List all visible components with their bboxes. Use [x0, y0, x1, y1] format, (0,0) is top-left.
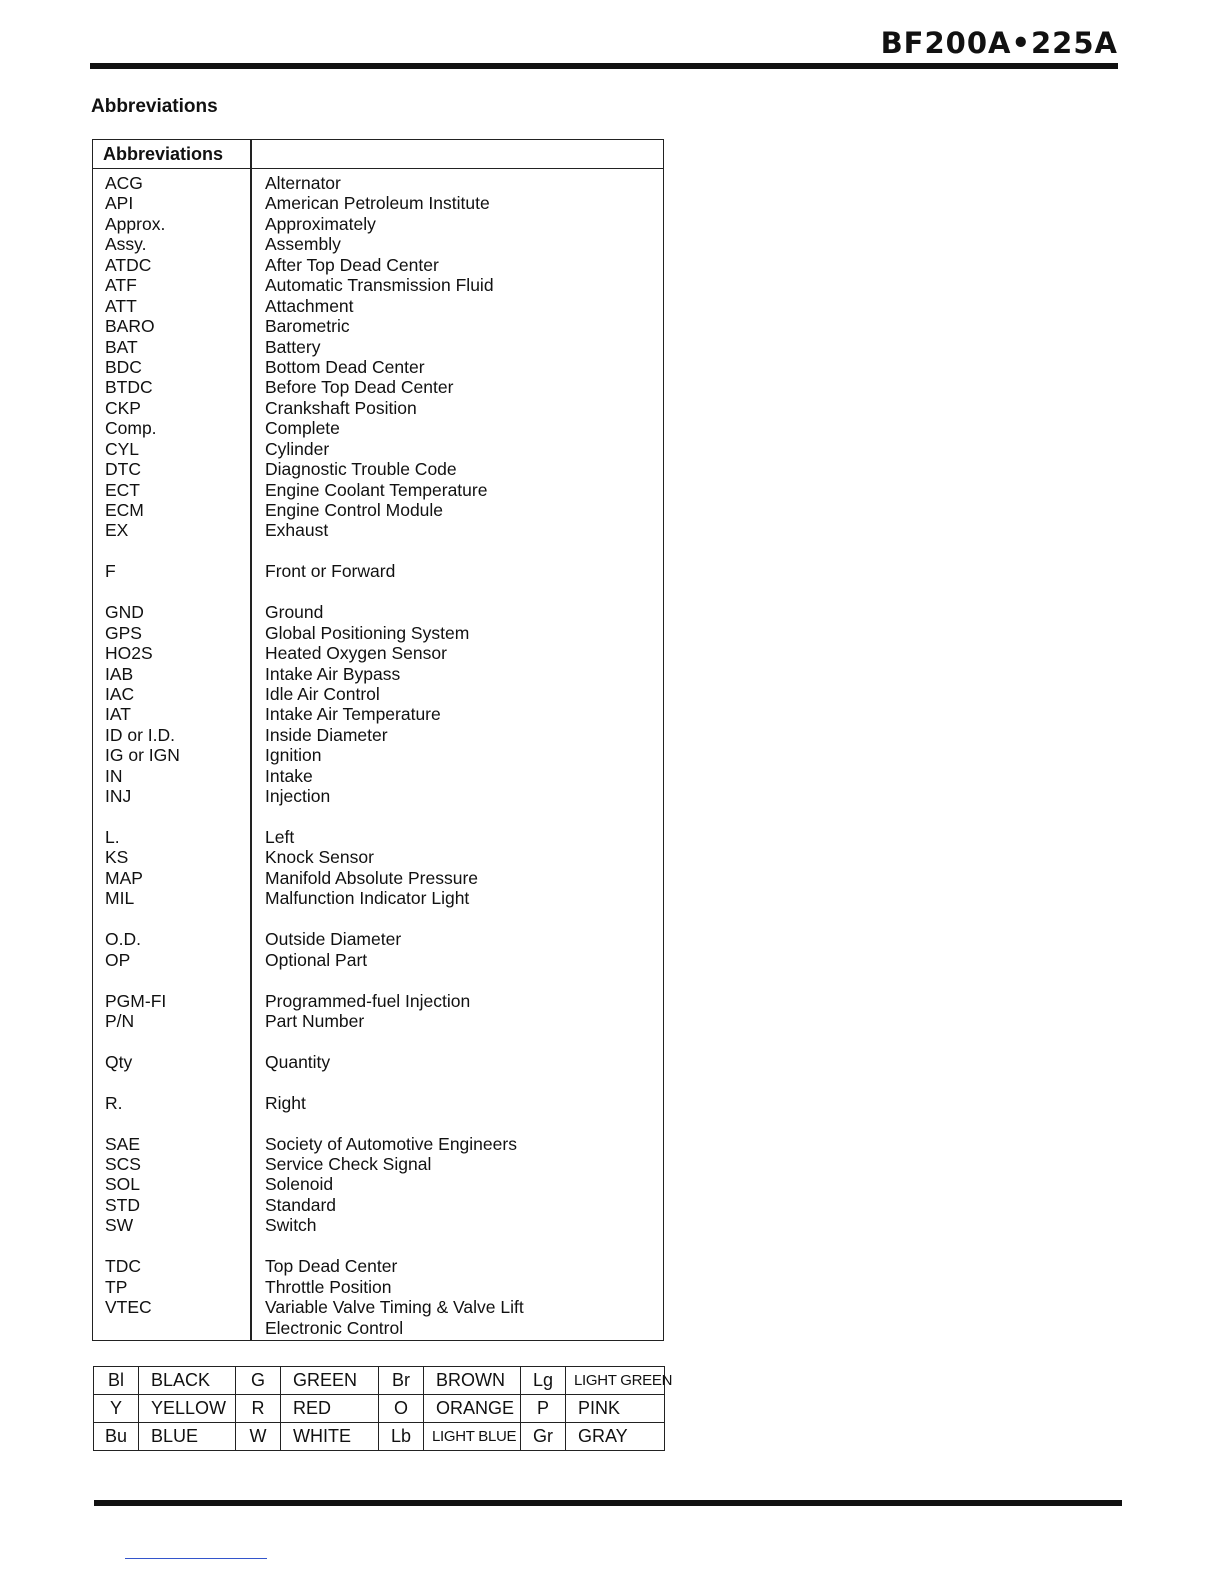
abbreviation-code: IN	[105, 765, 123, 786]
abbreviation-row	[93, 1297, 663, 1317]
abbreviation-meaning: Right	[265, 1092, 306, 1113]
color-table-row	[94, 1395, 665, 1423]
abbreviation-code: BARO	[105, 316, 155, 337]
abbreviation-code: L.	[105, 827, 120, 847]
abbreviation-row	[93, 970, 663, 990]
abbreviation-row	[93, 1134, 663, 1154]
color-name: BLACK	[139, 1367, 236, 1395]
abbreviation-code: GND	[105, 602, 144, 623]
abbreviation-code: CKP	[105, 397, 141, 418]
abbreviation-row	[93, 725, 663, 745]
abbreviation-meaning: Intake Air Temperature	[265, 704, 441, 725]
abbreviations-list	[93, 173, 663, 1338]
abbreviation-row	[93, 807, 663, 827]
abbreviation-row	[93, 357, 663, 377]
abbreviation-row	[93, 193, 663, 213]
abbreviation-code: R.	[105, 1092, 123, 1113]
abbreviation-meaning: Electronic Control	[265, 1317, 404, 1338]
color-table-row	[94, 1367, 665, 1395]
abbreviation-meaning: Front or Forward	[265, 561, 396, 582]
abbreviations-table-header	[93, 140, 663, 169]
abbreviation-meaning: Assembly	[265, 234, 341, 255]
abbreviation-meaning: Manifold Absolute Pressure	[265, 867, 479, 888]
abbreviation-meaning: Barometric	[265, 316, 350, 337]
abbreviation-row	[93, 1236, 663, 1256]
abbreviation-code: P/N	[105, 1010, 135, 1031]
abbreviation-row	[93, 234, 663, 254]
color-name: LIGHT GREEN	[566, 1367, 665, 1395]
color-name: PINK	[566, 1395, 665, 1423]
abbreviation-code: BDC	[105, 356, 142, 377]
color-code: Gr	[521, 1423, 566, 1451]
abbreviation-meaning: Society of Automotive Engineers	[265, 1133, 517, 1154]
abbreviation-row	[93, 745, 663, 765]
abbreviation-row	[93, 1011, 663, 1031]
abbreviation-code: IAT	[105, 704, 131, 725]
abbreviation-meaning: Throttle Position	[265, 1276, 392, 1297]
abbreviation-meaning: Battery	[265, 336, 321, 357]
color-code: G	[236, 1367, 281, 1395]
abbreviation-code: O.D.	[105, 929, 141, 950]
abbreviation-row	[93, 255, 663, 275]
abbreviation-row	[93, 541, 663, 561]
abbreviation-row	[93, 1154, 663, 1174]
abbreviation-row	[93, 173, 663, 193]
color-name: RED	[281, 1395, 379, 1423]
color-code: Lg	[521, 1367, 566, 1395]
abbreviation-code: TP	[105, 1276, 128, 1297]
abbreviation-row	[93, 766, 663, 786]
wire-color-table	[93, 1366, 673, 1451]
abbreviation-row	[93, 1215, 663, 1235]
abbreviation-row	[93, 786, 663, 806]
abbreviation-meaning: Heated Oxygen Sensor	[265, 643, 447, 664]
abbreviation-meaning: Part Number	[265, 1010, 365, 1031]
color-name: WHITE	[281, 1423, 379, 1451]
abbreviation-meaning: Bottom Dead Center	[265, 356, 425, 377]
abbreviation-meaning: Outside Diameter	[265, 929, 402, 950]
color-name: BLUE	[139, 1423, 236, 1451]
abbreviation-meaning: Variable Valve Timing & Valve Lift	[265, 1297, 524, 1318]
bottom-rule	[94, 1500, 1122, 1506]
abbreviation-meaning: Malfunction Indicator Light	[265, 888, 470, 909]
abbreviation-meaning: Diagnostic Trouble Code	[265, 459, 457, 480]
abbreviation-row	[93, 480, 663, 500]
abbreviation-code: ATT	[105, 295, 137, 316]
abbreviation-code: Comp.	[105, 418, 157, 439]
abbreviation-code: Approx.	[105, 213, 166, 234]
abbreviation-meaning: Global Positioning System	[265, 622, 470, 643]
abbreviation-meaning: Switch	[265, 1215, 317, 1236]
abbreviation-row	[93, 888, 663, 908]
color-code: Y	[94, 1395, 139, 1423]
color-code: R	[236, 1395, 281, 1423]
abbreviation-meaning: Intake Air Bypass	[265, 663, 401, 684]
abbreviation-row	[93, 398, 663, 418]
abbreviation-meaning: Approximately	[265, 213, 376, 234]
abbreviation-meaning: Attachment	[265, 295, 354, 316]
abbreviation-row	[93, 1052, 663, 1072]
abbreviation-meaning: Exhaust	[265, 520, 329, 541]
abbreviation-row	[93, 664, 663, 684]
abbreviation-row	[93, 704, 663, 724]
abbreviation-code: ECM	[105, 500, 144, 520]
abbreviation-meaning: Ground	[265, 602, 324, 623]
abbreviation-meaning: Inside Diameter	[265, 724, 388, 745]
abbreviation-meaning: Left	[265, 827, 295, 847]
abbreviation-row	[93, 1174, 663, 1194]
abbreviation-row	[93, 500, 663, 520]
abbreviation-row	[93, 847, 663, 867]
abbreviation-meaning: Solenoid	[265, 1174, 334, 1195]
abbreviation-code: CYL	[105, 438, 140, 459]
abbreviation-code: SW	[105, 1215, 134, 1236]
abbreviation-meaning: Optional Part	[265, 949, 368, 970]
abbreviation-row	[93, 1113, 663, 1133]
color-code: Bl	[94, 1367, 139, 1395]
abbreviation-meaning: Engine Control Module	[265, 500, 444, 520]
color-code: O	[379, 1395, 424, 1423]
abbreviation-meaning: Alternator	[265, 173, 341, 193]
color-table-row	[94, 1423, 665, 1451]
abbreviation-code: SOL	[105, 1174, 141, 1195]
abbreviation-code: PGM-FI	[105, 990, 167, 1011]
color-code: Bu	[94, 1423, 139, 1451]
abbreviation-row	[93, 316, 663, 336]
abbreviation-row	[93, 1256, 663, 1276]
abbreviation-row	[93, 684, 663, 704]
abbreviation-row	[93, 520, 663, 540]
abbreviation-code: MIL	[105, 888, 135, 909]
abbreviation-code: BTDC	[105, 377, 153, 398]
color-name: BROWN	[424, 1367, 521, 1395]
color-name: LIGHT BLUE	[424, 1423, 521, 1451]
abbreviations-header-label: Abbreviations	[103, 144, 224, 164]
model-title: BF200A•225A	[880, 26, 1118, 60]
abbreviation-code: INJ	[105, 786, 132, 807]
abbreviation-row	[93, 929, 663, 949]
abbreviation-row	[93, 1031, 663, 1051]
abbreviation-meaning: Crankshaft Position	[265, 397, 417, 418]
abbreviation-row	[93, 439, 663, 459]
abbreviation-meaning: Engine Coolant Temperature	[265, 479, 488, 500]
abbreviation-code: IAB	[105, 663, 134, 684]
abbreviation-row	[93, 275, 663, 295]
abbreviation-row	[93, 1195, 663, 1215]
abbreviation-row	[93, 827, 663, 847]
abbreviation-code: GPS	[105, 622, 142, 643]
abbreviation-row	[93, 561, 663, 581]
abbreviation-row	[93, 1072, 663, 1092]
abbreviation-meaning: Automatic Transmission Fluid	[265, 275, 494, 296]
abbreviation-meaning: Idle Air Control	[265, 683, 380, 704]
abbreviation-code: STD	[105, 1194, 140, 1215]
abbreviation-row	[93, 377, 663, 397]
abbreviation-meaning: Before Top Dead Center	[265, 377, 454, 398]
color-name: GRAY	[566, 1423, 665, 1451]
abbreviation-code: HO2S	[105, 643, 153, 664]
abbreviation-code: SAE	[105, 1133, 141, 1154]
abbreviation-row	[93, 991, 663, 1011]
abbreviation-code: Assy.	[105, 234, 147, 255]
abbreviation-row	[93, 950, 663, 970]
abbreviation-code: ATDC	[105, 254, 152, 275]
color-name: GREEN	[281, 1367, 379, 1395]
abbreviation-code: ACG	[105, 173, 143, 193]
footer-underline	[125, 1558, 267, 1559]
abbreviation-meaning: Programmed-fuel Injection	[265, 990, 471, 1011]
abbreviation-row	[93, 418, 663, 438]
abbreviation-row	[93, 1318, 663, 1338]
abbreviation-code: IG or IGN	[105, 745, 180, 766]
abbreviation-row	[93, 602, 663, 622]
abbreviation-meaning: Complete	[265, 418, 340, 439]
abbreviation-meaning: Quantity	[265, 1051, 331, 1072]
abbreviation-code: BAT	[105, 336, 138, 357]
abbreviation-row	[93, 582, 663, 602]
abbreviation-meaning: Standard	[265, 1194, 337, 1215]
abbreviation-row	[93, 623, 663, 643]
abbreviation-meaning: Injection	[265, 786, 331, 807]
color-code: Lb	[379, 1423, 424, 1451]
color-name: YELLOW	[139, 1395, 236, 1423]
abbreviation-meaning: After Top Dead Center	[265, 254, 439, 275]
color-name: ORANGE	[424, 1395, 521, 1423]
abbreviation-code: VTEC	[105, 1297, 152, 1318]
abbreviation-row	[93, 868, 663, 888]
abbreviation-code: ID or I.D.	[105, 724, 176, 745]
abbreviation-code: EX	[105, 520, 129, 541]
abbreviations-table	[92, 139, 664, 1341]
abbreviation-code: ATF	[105, 275, 137, 296]
abbreviation-row	[93, 1277, 663, 1297]
abbreviation-code: F	[105, 561, 116, 582]
abbreviation-code: MAP	[105, 867, 143, 888]
abbreviation-meaning: Service Check Signal	[265, 1154, 432, 1174]
abbreviation-row	[93, 214, 663, 234]
abbreviation-code: OP	[105, 949, 131, 970]
abbreviation-code: DTC	[105, 459, 141, 480]
abbreviation-row	[93, 1093, 663, 1113]
abbreviation-meaning: American Petroleum Institute	[265, 193, 490, 214]
abbreviation-code: SCS	[105, 1154, 141, 1174]
abbreviation-code: ECT	[105, 479, 140, 500]
abbreviation-code: IAC	[105, 683, 135, 704]
abbreviation-row	[93, 296, 663, 316]
top-rule	[90, 63, 1118, 69]
color-code: W	[236, 1423, 281, 1451]
abbreviation-meaning: Knock Sensor	[265, 847, 374, 868]
section-heading: Abbreviations	[91, 96, 218, 117]
abbreviation-meaning: Intake	[265, 765, 313, 786]
abbreviation-code: TDC	[105, 1256, 141, 1277]
abbreviation-row	[93, 643, 663, 663]
color-code: P	[521, 1395, 566, 1423]
abbreviation-row	[93, 909, 663, 929]
abbreviation-code: KS	[105, 847, 129, 868]
abbreviation-code: Qty	[105, 1051, 133, 1072]
abbreviation-row	[93, 337, 663, 357]
abbreviation-meaning: Cylinder	[265, 438, 330, 459]
color-code: Br	[379, 1367, 424, 1395]
abbreviation-code: API	[105, 193, 134, 214]
abbreviation-meaning: Ignition	[265, 745, 322, 766]
abbreviation-meaning: Top Dead Center	[265, 1256, 398, 1277]
abbreviation-row	[93, 459, 663, 479]
